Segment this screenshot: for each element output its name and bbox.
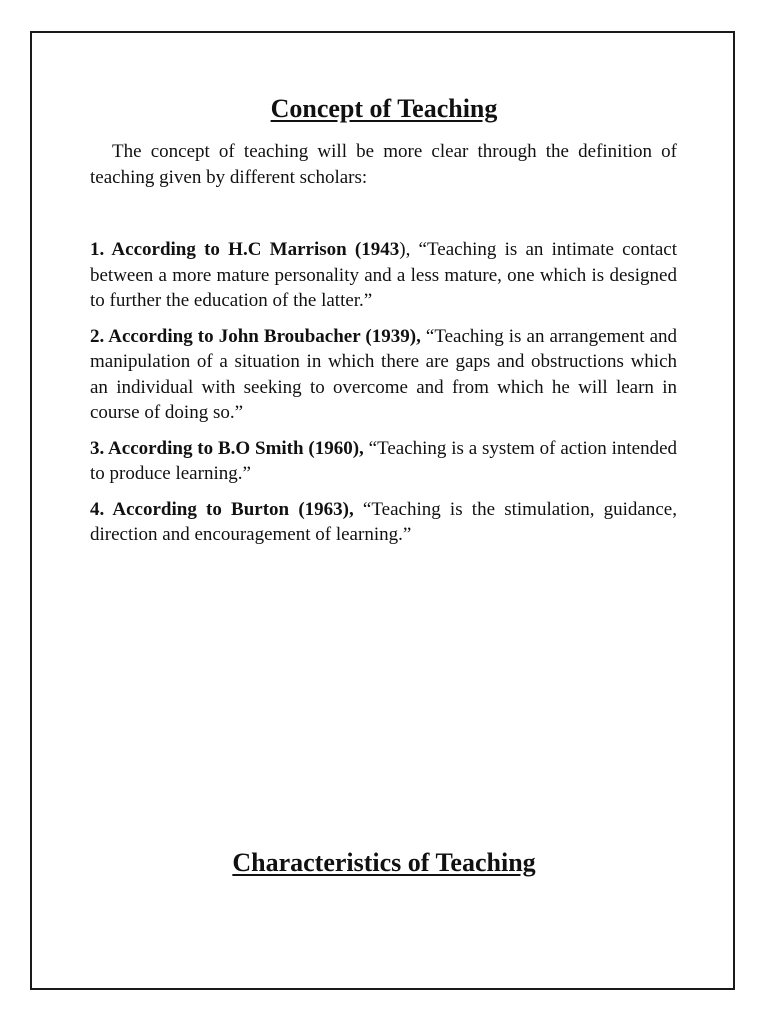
definition-item — [90, 497, 677, 548]
section-heading: Characteristics of Teaching — [232, 848, 536, 877]
definition-text: “Teaching is the stimulation, guidance, direction and encouragement of learning.” — [90, 498, 677, 545]
definition-text: “Teaching is a system of action intended to produce learning.” — [90, 437, 677, 484]
intro-paragraph: The concept of teaching will be more clear through the definition of teaching given by different scholars: — [90, 141, 677, 188]
definition-source: 1. According to H.C Marrison (1943 — [90, 239, 400, 260]
definition-item — [90, 324, 677, 426]
definition-text: ), “Teaching is an intimate contact between a more mature personality and a less mature, one which is designed to further the education of the latter.” — [90, 239, 678, 311]
definition-source: 2. According to John Broubacher (1939), — [90, 325, 421, 347]
definition-item — [90, 237, 677, 314]
definition-item — [90, 436, 677, 487]
definition-text: “Teaching is an arrangement and manipulation of a situation in which there are gaps and obstructions which an individual with seeking to overcome and from which he will learn in course of doing so.” — [90, 325, 678, 423]
definitions-list — [90, 237, 677, 558]
page-title: Concept of Teaching — [270, 94, 498, 123]
definition-source: 4. According to Burton (1963), — [90, 498, 354, 520]
definition-source: 3. According to B.O Smith (1960), — [90, 437, 364, 459]
